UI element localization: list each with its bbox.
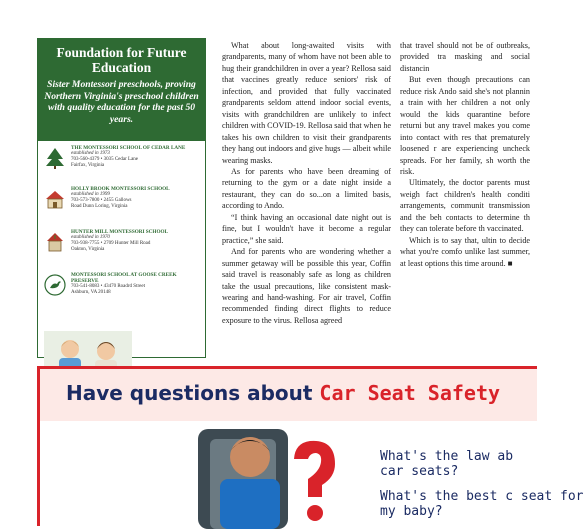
school-name: HOLLY BROOK MONTESSORI SCHOOL xyxy=(71,186,170,192)
article-paragraph: Which is to say that, ultin to decide what you're comfo unlike last summer, at least options this time around. ■ xyxy=(400,235,530,268)
article-paragraph: What about long-awaited visits with grandparents, many of whom have not been able to hug their grandchildren in over a year? Rellosa said that vaccines greatly reduce seniors' risk of infection, and provided that fully vaccinated grandparents seldom attend indoor social events, visits with grandchildren are unlikely to infect children with COVID-19. Rellosa said that when he takes his own children to visit their grandparents they hang out indoors and give hugs — albeit while wearing masks. xyxy=(222,41,391,165)
school-entry-goose-creek xyxy=(44,272,202,312)
article-paragraph: “I think having an occasional date night out is fine, but I wouldn't have it become a regular practice,” she said. xyxy=(222,212,391,245)
article-paragraph: But even though precautions can reduce risk Ando said she's not plannin a train with her children a not only would the kids quarantine before returni but any travel makes you come into contact with res that prematurely loosened r are experiencing uncheck spreads. For her family, sh worth the risk. xyxy=(400,75,530,176)
school-contact: 703-541-8083 • 43470 Roadrd Street xyxy=(71,284,145,290)
article-paragraph: And for parents who are wondering whether a summer getaway will be possible this year, Coffin said travel is reasonably safe as long as children take the usual precautions, like consistent mask-wearing and hand-washing. For air travel, Coffin recommended finding direct flights to reduce exposure to the virus. Rellosa agreed xyxy=(222,247,391,325)
school-entry-hunter-mill xyxy=(44,229,202,269)
school-name: THE MONTESSORI SCHOOL OF CEDAR LANE xyxy=(71,145,186,151)
title-highlight: Car Seat Safety xyxy=(319,381,501,405)
ad-header xyxy=(38,39,205,141)
ad-title: Foundation for Future Education xyxy=(56,45,187,75)
car-seat-ad xyxy=(37,366,584,526)
article-paragraph: that travel should not be of outbreaks, provided tra masking and social distancin xyxy=(400,41,530,73)
school-contact: 703-938-7755 • 2709 Hunter Mill Road xyxy=(71,241,151,247)
school-city: Oakton, Virginia xyxy=(71,247,105,253)
school-city: Fairfax, Virginia xyxy=(71,163,105,169)
question-best-seat: What's the best c seat for my baby? xyxy=(380,489,584,519)
school-contact: 703-573-7800 • 2455 Gallows xyxy=(71,198,132,204)
title-prefix: Have questions about xyxy=(66,381,313,405)
school-name: MONTESSORI SCHOOL AT GOOSE CREEK PRESERVE xyxy=(71,272,177,285)
school-entry-cedar-lane xyxy=(44,145,202,185)
house-logo-icon xyxy=(44,188,66,210)
school-name: HUNTER MILL MONTESSORI SCHOOL xyxy=(71,229,168,235)
school-contact: 703-560-4379 • 3035 Cedar Lane xyxy=(71,157,139,163)
goose-logo-icon xyxy=(44,274,66,296)
schoolhouse-logo-icon xyxy=(44,231,66,253)
article-column-1 xyxy=(222,40,391,326)
article-paragraph: As for parents who have been dreaming of returning to the gym or a date night inside a restaurant, they can do so...on a limited basis, according to Ando. xyxy=(222,166,391,211)
school-established: established in 1999 xyxy=(71,192,110,198)
school-established: established in 1970 xyxy=(71,235,110,241)
article-paragraph: Ultimately, the doctor parents must weigh fact children's health conditi arrangements, communit transmission and the beh contacts to determine th they can tolerate before th vaccinated. xyxy=(400,178,530,234)
article-column-2 xyxy=(400,40,530,269)
tree-logo-icon xyxy=(44,147,66,169)
school-city: Road Dunn Loring, Virginia xyxy=(71,204,128,210)
question-law: What's the law ab car seats? xyxy=(380,449,514,479)
school-entry-holly-brook xyxy=(44,186,202,226)
school-city: Ashburn, VA 20148 xyxy=(71,290,111,296)
school-established: established in 1973 xyxy=(71,151,110,157)
montessori-ad xyxy=(37,38,206,358)
ad-tagline: Sister Montessori preschools, proving Northern Virginia's preschool children with quality education for the past 50 years. xyxy=(44,79,199,125)
parent-in-car-illustration xyxy=(190,429,390,529)
car-seat-ad-title xyxy=(66,381,500,405)
